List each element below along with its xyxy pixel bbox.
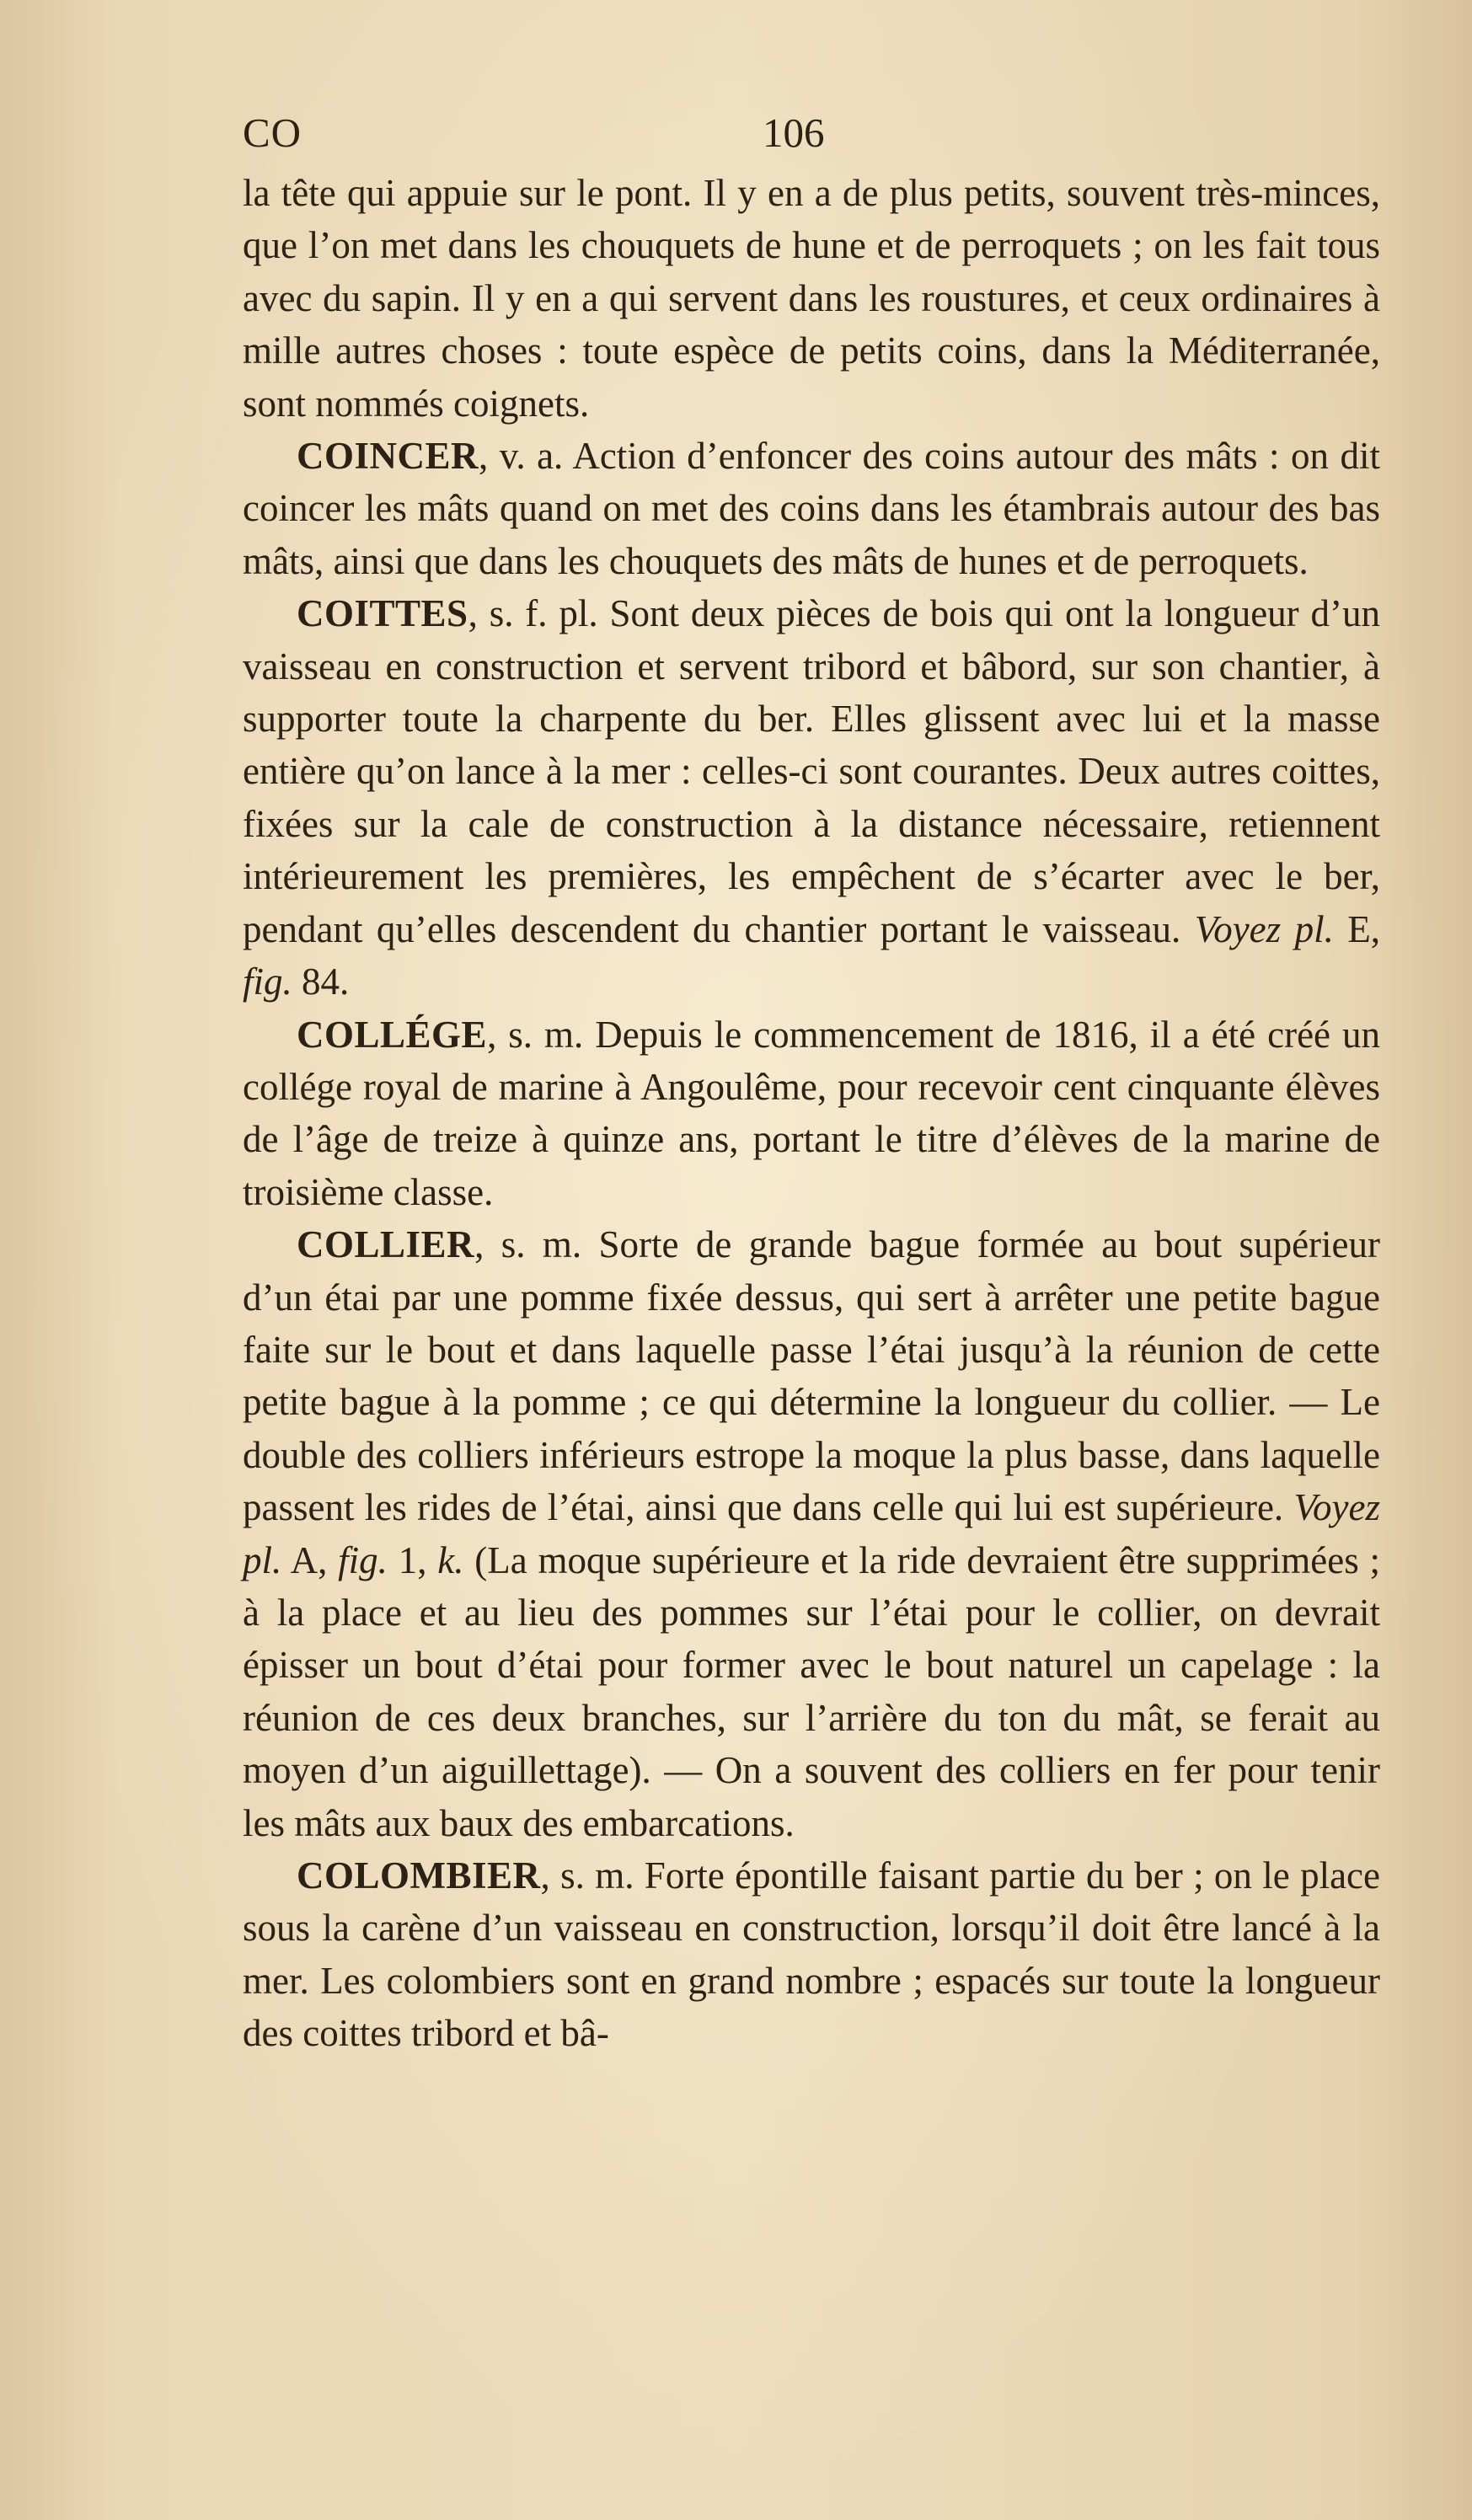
dictionary-text xyxy=(243,167,1380,2060)
page-number: 106 xyxy=(763,110,825,156)
entry-headword: COINCER xyxy=(297,435,479,478)
entry-headword: COLLIER xyxy=(297,1223,475,1266)
entry-collier xyxy=(243,1218,1380,1849)
entry-college xyxy=(243,1009,1380,1219)
cross-reference-fig: fig. xyxy=(338,1538,388,1581)
cross-reference-number: 84. xyxy=(292,960,350,1003)
entry-body: , v. a. Action d’enfoncer des coins autour des mâts : on dit coincer les mâts quand on met des coins dans les étambrais autour des bas mâts, ainsi que dans les chouquets des mâts de hunes et de perroquets. xyxy=(243,435,1380,582)
entry-coincer xyxy=(243,430,1380,587)
entry-continuation xyxy=(243,167,1380,430)
cross-reference-plate: A, xyxy=(281,1538,339,1581)
entry-body: , s. f. pl. Sont deux pièces de bois qui ont la longueur d’un vaisseau en construction et servent tribord et bâbord, sur son chantier, à supporter toute la charpente du ber. Elles glissent avec lui et la masse entière qu’on lance à la mer : celles-ci sont courantes. Deux autres coittes, fixées sur la cale de construction à la distance nécessaire, retiennent intérieurement les premières, les empêchent de s’écarter avec le ber, pendant qu’elles descendent du chantier portant le vaisseau. xyxy=(243,592,1380,950)
entry-headword: COITTES xyxy=(297,592,468,635)
cross-reference-fig: fig. xyxy=(243,960,292,1003)
entry-colombier xyxy=(243,1849,1380,2060)
entry-body: la tête qui appuie sur le pont. Il y en a de plus petits, souvent très-minces, que l’on met dans les chouquets de hune et de perroquets ; on les fait tous avec du sapin. Il y en a qui servent dans les roustures, et ceux ordinaires à mille autres choses : toute espèce de petits coins, dans la Méditerranée, sont nommés coignets. xyxy=(243,172,1380,425)
entry-headword: COLOMBIER xyxy=(297,1854,541,1897)
entry-body: , s. m. Depuis le commencement de 1816, il a été créé un collége royal de marine à Angoulême, pour recevoir cent cinquante élèves de l’âge de treize à quinze ans, portant le titre d’élèves de la marine de troisième classe. xyxy=(243,1013,1380,1213)
entry-coittes xyxy=(243,587,1380,1008)
entry-headword: COLLÉGE xyxy=(297,1013,488,1056)
entry-body: , s. m. Sorte de grande bague formée au bout supérieur d’un étai par une pomme fixée dessus, qui sert à arrêter une petite bague faite sur le bout et dans laquelle passe l’étai jusqu’à la réunion de cette petite bague à la pomme ; ce qui détermine la longueur du collier. — Le double des colliers inférieurs estrope la moque la plus basse, dans laquelle passent les rides de l’étai, ainsi que dans celle qui lui est supérieure. xyxy=(243,1223,1380,1529)
cross-reference-number: 1, xyxy=(387,1538,438,1581)
cross-reference-plate: E, xyxy=(1333,907,1380,950)
running-head xyxy=(243,108,1380,158)
entry-body: , s. m. Forte épontille faisant partie du ber ; on le place sous la carène d’un vaisseau en construction, lorsqu’il doit être lancé à la mer. Les colombiers sont en grand nombre ; espacés sur toute la longueur des coittes tribord et bâ- xyxy=(243,1854,1380,2055)
section-letters: CO xyxy=(243,110,302,156)
cross-reference: Voyez pl. xyxy=(243,1486,1380,1581)
cross-reference: Voyez pl. xyxy=(1194,907,1334,950)
entry-body-continued: (La moque supérieure et la ride devraient être supprimées ; à la place et au lieu des pommes sur l’étai pour le collier, on devrait épisser un bout d’étai pour former avec le bout naturel un capelage : la réunion de ces deux branches, sur l’arrière du ton du mât, se ferait au moyen d’un aiguillettage). — On a souvent des colliers en fer pour tenir les mâts aux baux des embarcations. xyxy=(243,1538,1381,1844)
cross-reference-letter: k. xyxy=(437,1538,464,1581)
